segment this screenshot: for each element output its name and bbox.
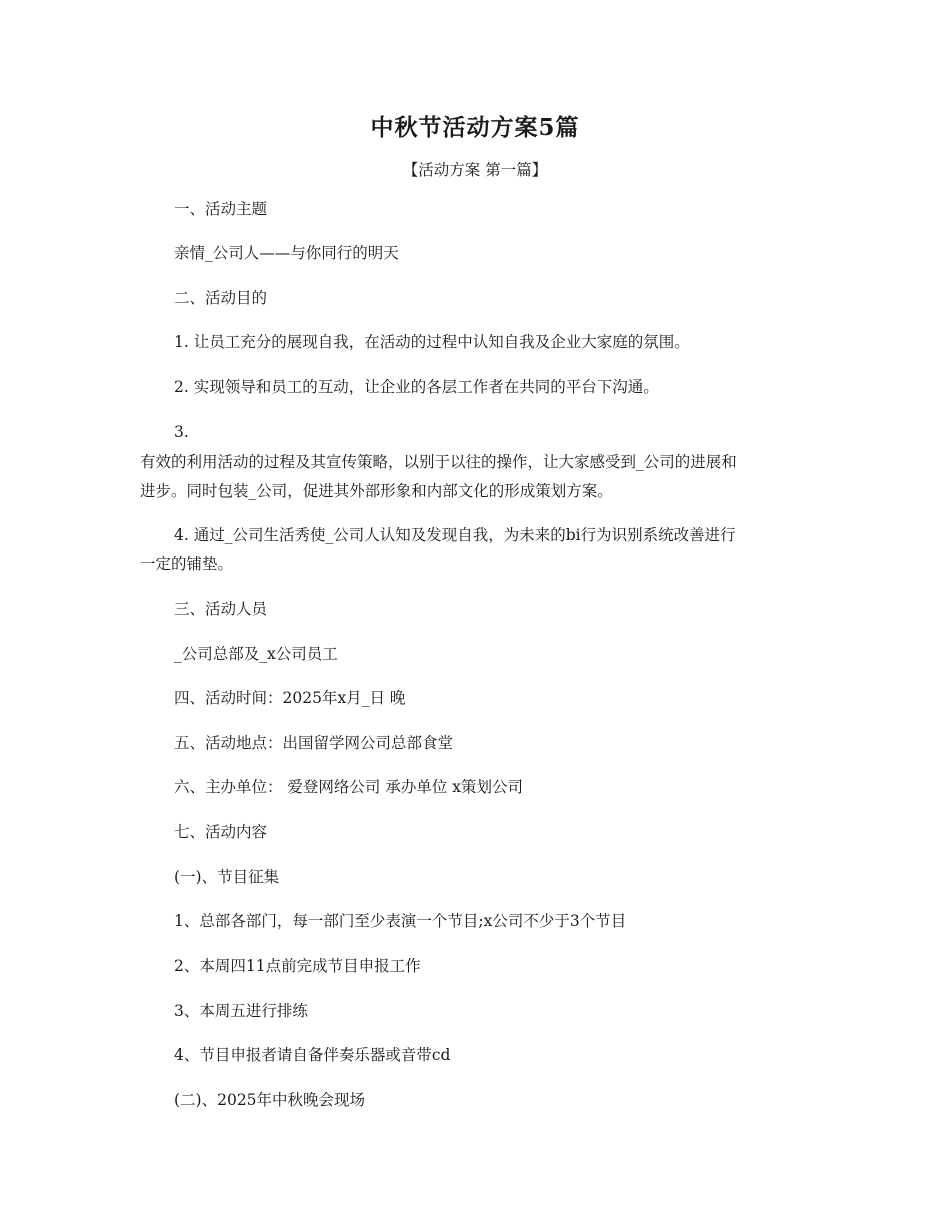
- heading-content: 七、活动内容: [174, 823, 268, 841]
- paragraph-purpose-3-number: 3.: [174, 423, 189, 441]
- list-item-program-1: 1、总部各部门，每一部门至少表演一个节目;x公司不少于3个节目: [174, 912, 627, 930]
- list-item-program-2: 2、本周四11点前完成节目申报工作: [174, 957, 421, 975]
- paragraph-theme: 亲情_公司人——与你同行的明天: [174, 244, 399, 262]
- paragraph-purpose-3-line-1: 有效的利用活动的过程及其宣传策略，以别于以往的操作，让大家感受到_公司的进展和: [140, 453, 737, 471]
- heading-program-collection: (一)、节目征集: [174, 868, 280, 886]
- page-title: 中秋节活动方案5篇: [370, 114, 580, 141]
- heading-participants: 三、活动人员: [174, 600, 268, 618]
- paragraph-participants: _公司总部及_x公司员工: [174, 645, 338, 663]
- list-item-program-4: 4、节目申报者请自备伴奏乐器或音带cd: [174, 1046, 451, 1064]
- paragraph-purpose-4-line-2: 一定的铺垫。: [140, 555, 234, 573]
- paragraph-purpose-2: 2. 实现领导和员工的互动，让企业的各层工作者在共同的平台下沟通。: [174, 378, 659, 396]
- paragraph-purpose-1: 1. 让员工充分的展现自我，在活动的过程中认知自我及企业大家庭的氛围。: [174, 333, 690, 351]
- paragraph-time: 四、活动时间：2025年x月_日 晚: [174, 689, 406, 707]
- list-item-program-3: 3、本周五进行排练: [174, 1002, 308, 1020]
- section-subtitle: 【活动方案 第一篇】: [402, 161, 548, 179]
- paragraph-purpose-3-line-2: 进步。同时包装_公司，促进其外部形象和内部文化的形成策划方案。: [140, 482, 613, 500]
- paragraph-purpose-4-line-1: 4. 通过_公司生活秀使_公司人认知及发现自我，为未来的bi行为识别系统改善进行: [174, 526, 736, 544]
- heading-purpose: 二、活动目的: [174, 289, 268, 307]
- paragraph-organizer: 六、主办单位： 爱登网络公司 承办单位 x策划公司: [174, 778, 524, 796]
- heading-gala-venue: (二)、2025年中秋晚会现场: [174, 1091, 366, 1109]
- heading-theme: 一、活动主题: [174, 200, 268, 218]
- paragraph-location: 五、活动地点：出国留学网公司总部食堂: [174, 734, 454, 752]
